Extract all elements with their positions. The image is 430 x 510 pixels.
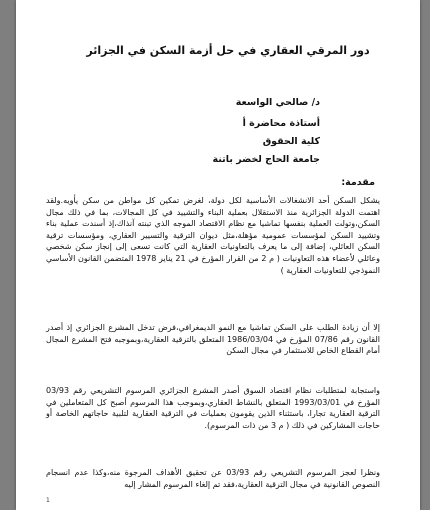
author-name: د/ صالحي الواسعة — [235, 97, 320, 108]
page-number: 1 — [46, 497, 50, 504]
document-page — [16, 0, 420, 510]
paragraph-1: يشكل السكن أحد الانشغالات الأساسية لكل دولة، لغرض تمكين كل مواطن من سكن يأويه.ولقد اهتمت الدولة الجزائرية منذ الاستقلال بعملية البناء والتشييد في كل المجالات، بما في ذلك مجال السكن،وتولت العملية بنفسها تماشيا مع نظام الاقتصاد الموجه الذي تبنته آنذاك،إذ أسندت عملية بناء وتشييد السكن لمؤسسات عمومية مؤهلة،مثل ديوان الترقية والتسيير العقاري، ومؤسسات ترقية السكن العائلي، إضافة إلى ما يعرف بالتعاونيات العقارية التي كانت تسعى إلى إنجاز سكن شخصي وعائلي لأعضاء هذه التعاونيات ( م 2 من القرار المؤرخ في 21 يناير 1978 المتضمن القانون الأساسي النموذجي للتعاونيات العقارية ) — [46, 196, 381, 275]
author-faculty: كلية الحقوق — [262, 136, 320, 147]
paragraph-3: واستجابة لمتطلبات نظام اقتصاد السوق أصدر المشرع الجزائري المرسوم التشريعي رقم 03/93 المؤرخ في 1993/03/01 المتعلق بالنشاط العقاري،وبموجب هذا المرسوم أصبح كل المتعاملين في الترقية العقارية تجارا، باستثناء الذين يقومون بعمليات في الترقية العقارية لتلبية حاجاتهم الخاصة أو حاجات المشاركين في ذلك ( م 3 من ذات المرسوم). — [46, 386, 380, 430]
paragraph-2: إلا أن زيادة الطلب على السكن تماشيا مع النمو الديمغرافي،فرض تدخل المشرع الجزائري إذ أصدر القانون رقم 07/86 المؤرخ في 1986/03/04 المتعلق بالترقية العقارية،وبموجبه فتح المشرع المجال أمام القطاع الخاص للاستثمار في مجال السكن — [46, 323, 381, 356]
paragraph-4: ونظرا لعجز المرسوم التشريعي رقم 03/93 عن تحقيق الأهداف المرجوة منه،وكذا عدم انسجام النصوص القانونية في مجال الترقية العقارية،فقد تم إلغاء المرسوم المشار إليه — [46, 468, 380, 489]
document-title: دور المرقي العقاري في حل أزمة السكن في الجزائر — [86, 44, 370, 57]
section-heading: مقدمة: — [341, 177, 375, 188]
author-university: جامعة الحاج لخضر باتنة — [212, 154, 320, 165]
author-position: أستاذة محاضرة أ — [242, 118, 320, 129]
